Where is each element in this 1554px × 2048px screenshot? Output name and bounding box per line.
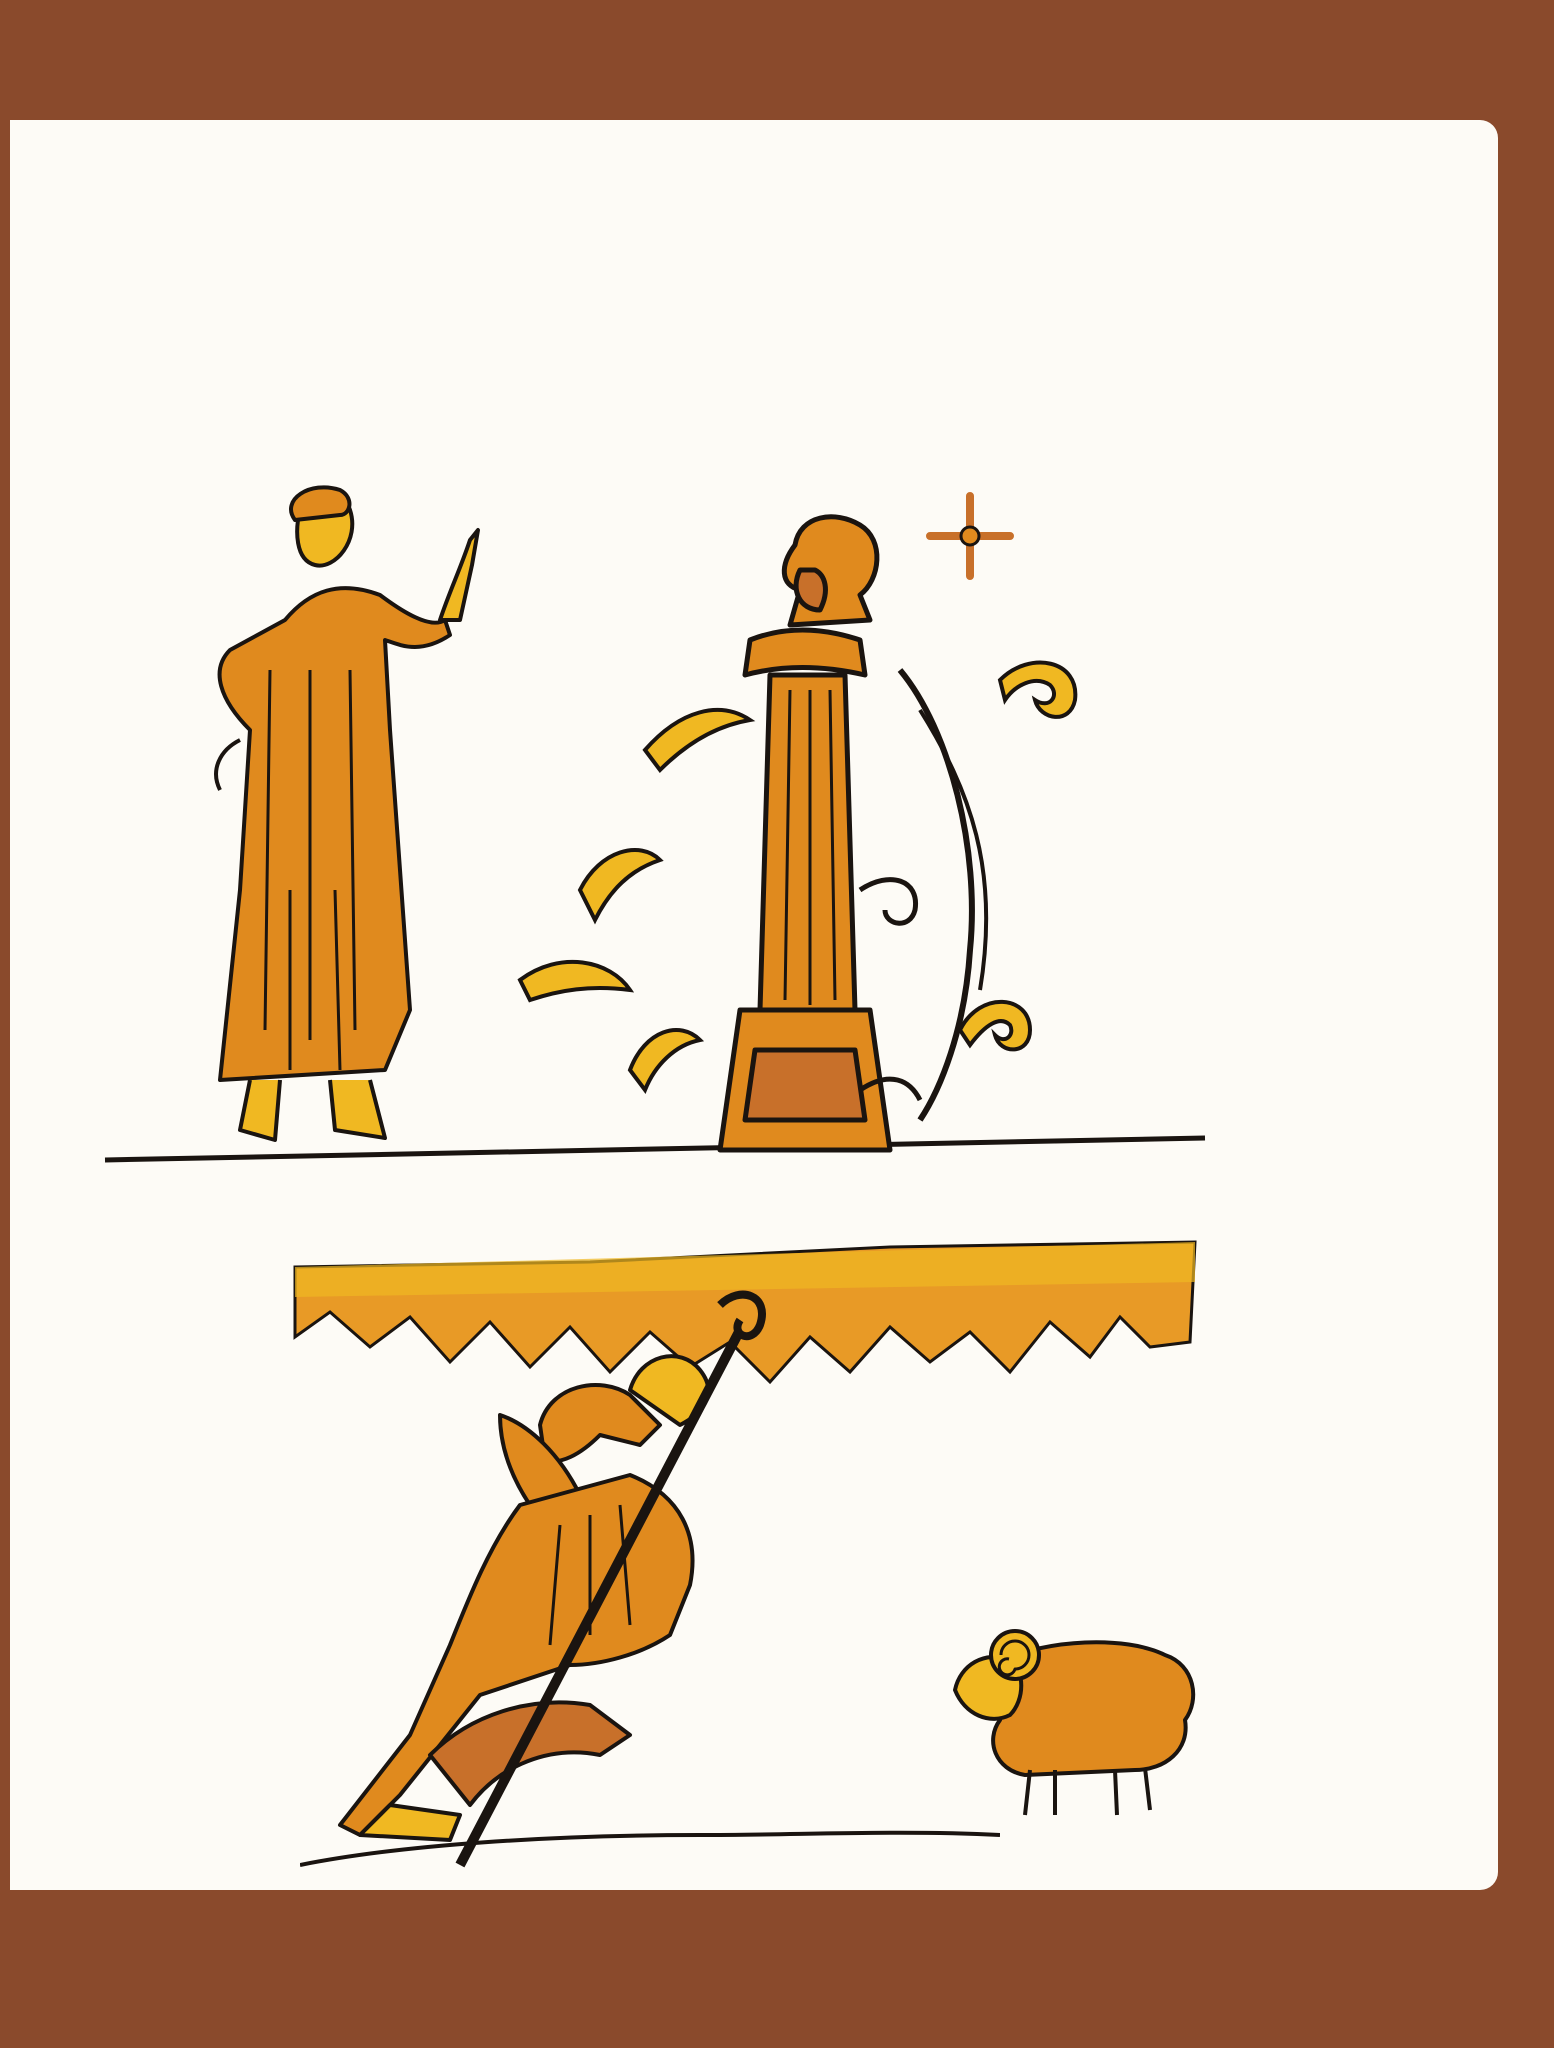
ram xyxy=(945,1610,1205,1820)
cratylus-figure xyxy=(216,487,478,1140)
top-wave-border xyxy=(0,0,1554,128)
bottom-wave-border xyxy=(0,1875,1554,2048)
upper-scene xyxy=(100,470,1210,1190)
cross-sign-icon xyxy=(930,496,1010,576)
left-wave-border xyxy=(0,120,68,1890)
herm-column xyxy=(720,517,890,1150)
seated-philosopher xyxy=(300,1275,1000,1875)
ground-line xyxy=(105,1138,1205,1160)
